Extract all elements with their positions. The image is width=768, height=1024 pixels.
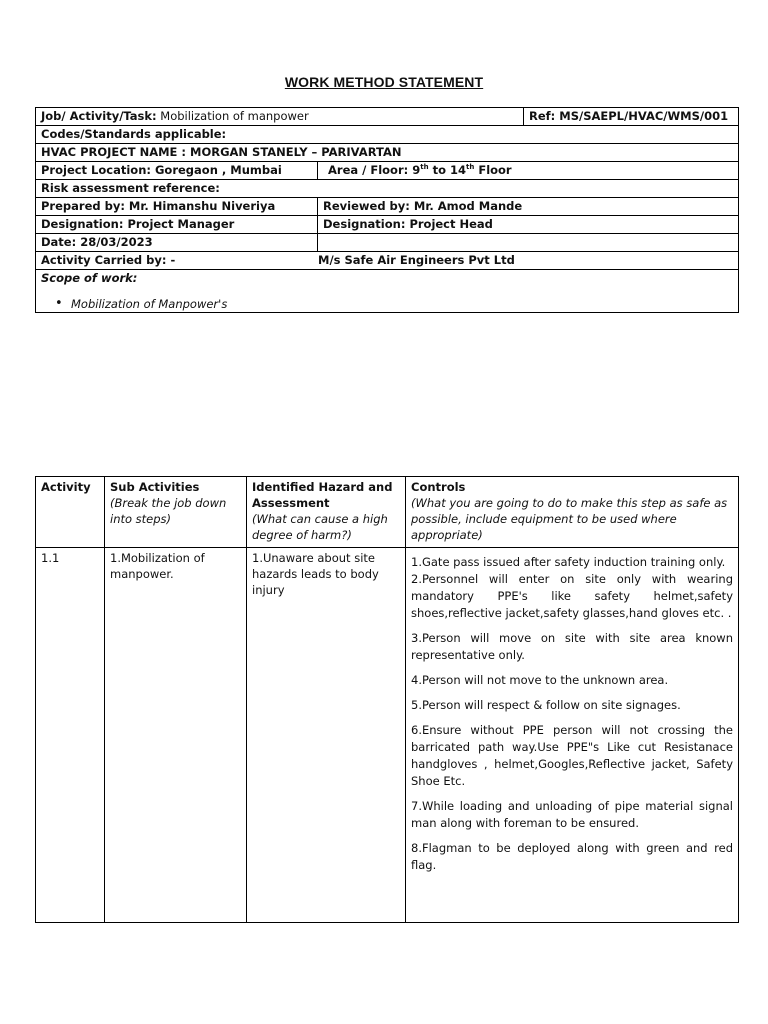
ref-label: Ref: <box>529 109 556 123</box>
header-activity-text: Activity <box>41 480 91 494</box>
header-sub <box>105 477 247 548</box>
activity-left <box>41 252 218 270</box>
job-label: Job/ Activity/Task: <box>41 109 157 123</box>
method-table <box>35 476 739 923</box>
header-activity <box>36 477 105 548</box>
designation-left-cell: Designation: Project Manager <box>36 216 318 234</box>
control-item: 3.Person will move on site with site area known representative only. <box>411 631 733 662</box>
scope-cell <box>36 270 739 313</box>
empty-cell <box>318 234 739 252</box>
list-item: • Mobilization of Manpower's <box>53 296 733 312</box>
table-header-row <box>36 477 739 548</box>
control-item: 8.Flagman to be deployed along with green and red flag. <box>411 841 733 872</box>
job-value: Mobilization of manpower <box>160 109 309 123</box>
company-name: M/s Safe Air Engineers Pvt Ltd <box>318 253 515 267</box>
scope-label: Scope of work: <box>41 271 138 285</box>
control-item: 5.Person will respect & follow on site signages. <box>411 698 681 712</box>
designation-right-cell: Designation: Project Head <box>318 216 739 234</box>
document-title: WORK METHOD STATEMENT <box>284 74 484 90</box>
ref-value: MS/SAEPL/HVAC/WMS/001 <box>559 109 729 123</box>
header-hazard-title: Identified Hazard and Assessment <box>252 480 393 510</box>
header-sub-title: Sub Activities <box>110 480 200 494</box>
engineer-line <box>41 268 218 270</box>
prepared-cell: Prepared by: Mr. Himanshu Niveriya <box>36 198 318 216</box>
header-table <box>35 107 739 313</box>
control-item: 1.Gate pass issued after safety induction training only. 2.Personnel will enter on site only with wearing mandatory PPE's like safety helmet,safety shoes,reflective jacket,safety glasses,hand gloves etc. . <box>411 555 733 620</box>
row-hazard: 1.Unaware about site hazards leads to body injury <box>247 548 406 923</box>
area-cell <box>318 162 739 180</box>
table-row <box>36 548 739 923</box>
header-controls-title: Controls <box>411 480 466 494</box>
carried-by: Activity Carried by: - <box>41 253 176 267</box>
ref-cell <box>524 108 739 126</box>
risk-cell: Risk assessment reference: <box>36 180 739 198</box>
activity-cell <box>36 252 739 270</box>
area-mid: to 14 <box>428 163 466 177</box>
header-controls-note: (What you are going to do to make this step as safe as possible, include equipment to be used where appropriate) <box>411 496 728 542</box>
scope-list <box>53 296 733 312</box>
control-item: 6.Ensure without PPE person will not crossing the barricated path way.Use PPE"s Like cut Resistanace handgloves , helmet,Googles,Reflective jacket, Safety Shoe Etc. <box>411 723 733 788</box>
row-activity: 1.1 <box>36 548 105 923</box>
codes-cell: Codes/Standards applicable: <box>36 126 739 144</box>
reviewed-cell: Reviewed by: Mr. Amod Mande <box>318 198 739 216</box>
engineer-label <box>41 269 207 270</box>
project-name-cell: HVAC PROJECT NAME : MORGAN STANELY – PARIVARTAN <box>36 144 739 162</box>
job-cell <box>36 108 524 126</box>
control-item: 4.Person will not move to the unknown area. <box>411 673 669 687</box>
location-cell: Project Location: Goregaon , Mumbai <box>36 162 318 180</box>
activity-right <box>318 252 515 270</box>
area-prefix: Area / Floor: 9 <box>328 163 421 177</box>
scope-section <box>41 270 733 312</box>
area-sup-1: th <box>420 163 429 172</box>
engineer-suffix <box>207 269 219 270</box>
control-item: 7.While loading and unloading of pipe material signal man along with foreman to be ensured. <box>411 799 733 830</box>
header-sub-note: (Break the job down into steps) <box>110 496 227 526</box>
row-sub: 1.Mobilization of manpower. <box>105 548 247 923</box>
date-cell: Date: 28/03/2023 <box>36 234 318 252</box>
row-controls <box>406 548 739 923</box>
area-suffix: Floor <box>474 163 512 177</box>
area-sup-2: th <box>465 163 475 172</box>
header-hazard <box>247 477 406 548</box>
header-hazard-note: (What can cause a high degree of harm?) <box>252 512 388 542</box>
header-controls <box>406 477 739 548</box>
